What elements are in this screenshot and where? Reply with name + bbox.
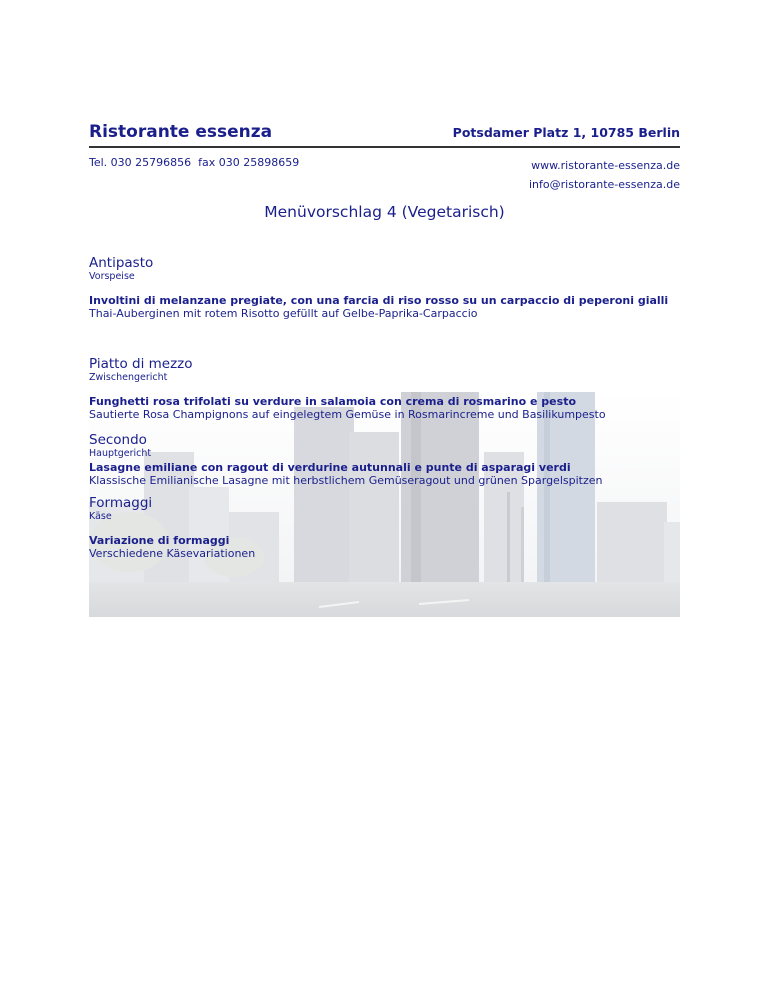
restaurant-name: Ristorante essenza [89, 122, 273, 142]
restaurant-address: Potsdamer Platz 1, 10785 Berlin [452, 125, 680, 140]
dish-name-it: Lasagne emiliane con ragout di verdurine autunnali e punte di asparagi verdi [89, 461, 571, 474]
letterhead [89, 122, 680, 194]
course-name-it: Antipasto [89, 255, 154, 271]
course-name-de: Vorspeise [89, 271, 135, 282]
course-piatto-di-mezzo [89, 356, 680, 422]
phone-fax: Tel. 030 25796856 fax 030 25898659 [89, 156, 300, 169]
course-formaggi [89, 495, 680, 561]
web-contact [529, 156, 680, 194]
dish-name-de: Sautierte Rosa Champignons auf eingelegtem Gemüse in Rosmarincreme und Basilikumpesto [89, 408, 606, 421]
course-name-it: Formaggi [89, 495, 153, 511]
letterhead-title-row [89, 122, 680, 148]
email-link[interactable]: info@ristorante-essenza.de [529, 178, 680, 191]
course-name-de: Käse [89, 511, 112, 522]
dish-name-de: Klassische Emilianische Lasagne mit herbstlichem Gemüseragout und grünen Spargelspitzen [89, 474, 603, 487]
course-name-it: Secondo [89, 432, 147, 448]
contact-row [89, 156, 680, 194]
course-secondo [89, 432, 680, 488]
course-name-de: Hauptgericht [89, 448, 152, 459]
course-name-it: Piatto di mezzo [89, 356, 193, 372]
dish-name-it: Variazione di formaggi [89, 534, 230, 547]
website-link[interactable]: www.ristorante-essenza.de [531, 159, 680, 172]
menu-title: Menüvorschlag 4 (Vegetarisch) [264, 203, 505, 221]
dish-name-de: Verschiedene Käsevariationen [89, 547, 256, 560]
course-name-de: Zwischengericht [89, 372, 168, 383]
dish-name-it: Funghetti rosa trifolati su verdure in salamoia con crema di rosmarino e pesto [89, 395, 577, 408]
dish-name-it: Involtini di melanzane pregiate, con una farcia di riso rosso su un carpaccio di peperoni gialli [89, 294, 669, 307]
dish-name-de: Thai-Auberginen mit rotem Risotto gefüllt auf Gelbe-Paprika-Carpaccio [89, 307, 478, 320]
course-antipasto [89, 255, 680, 321]
